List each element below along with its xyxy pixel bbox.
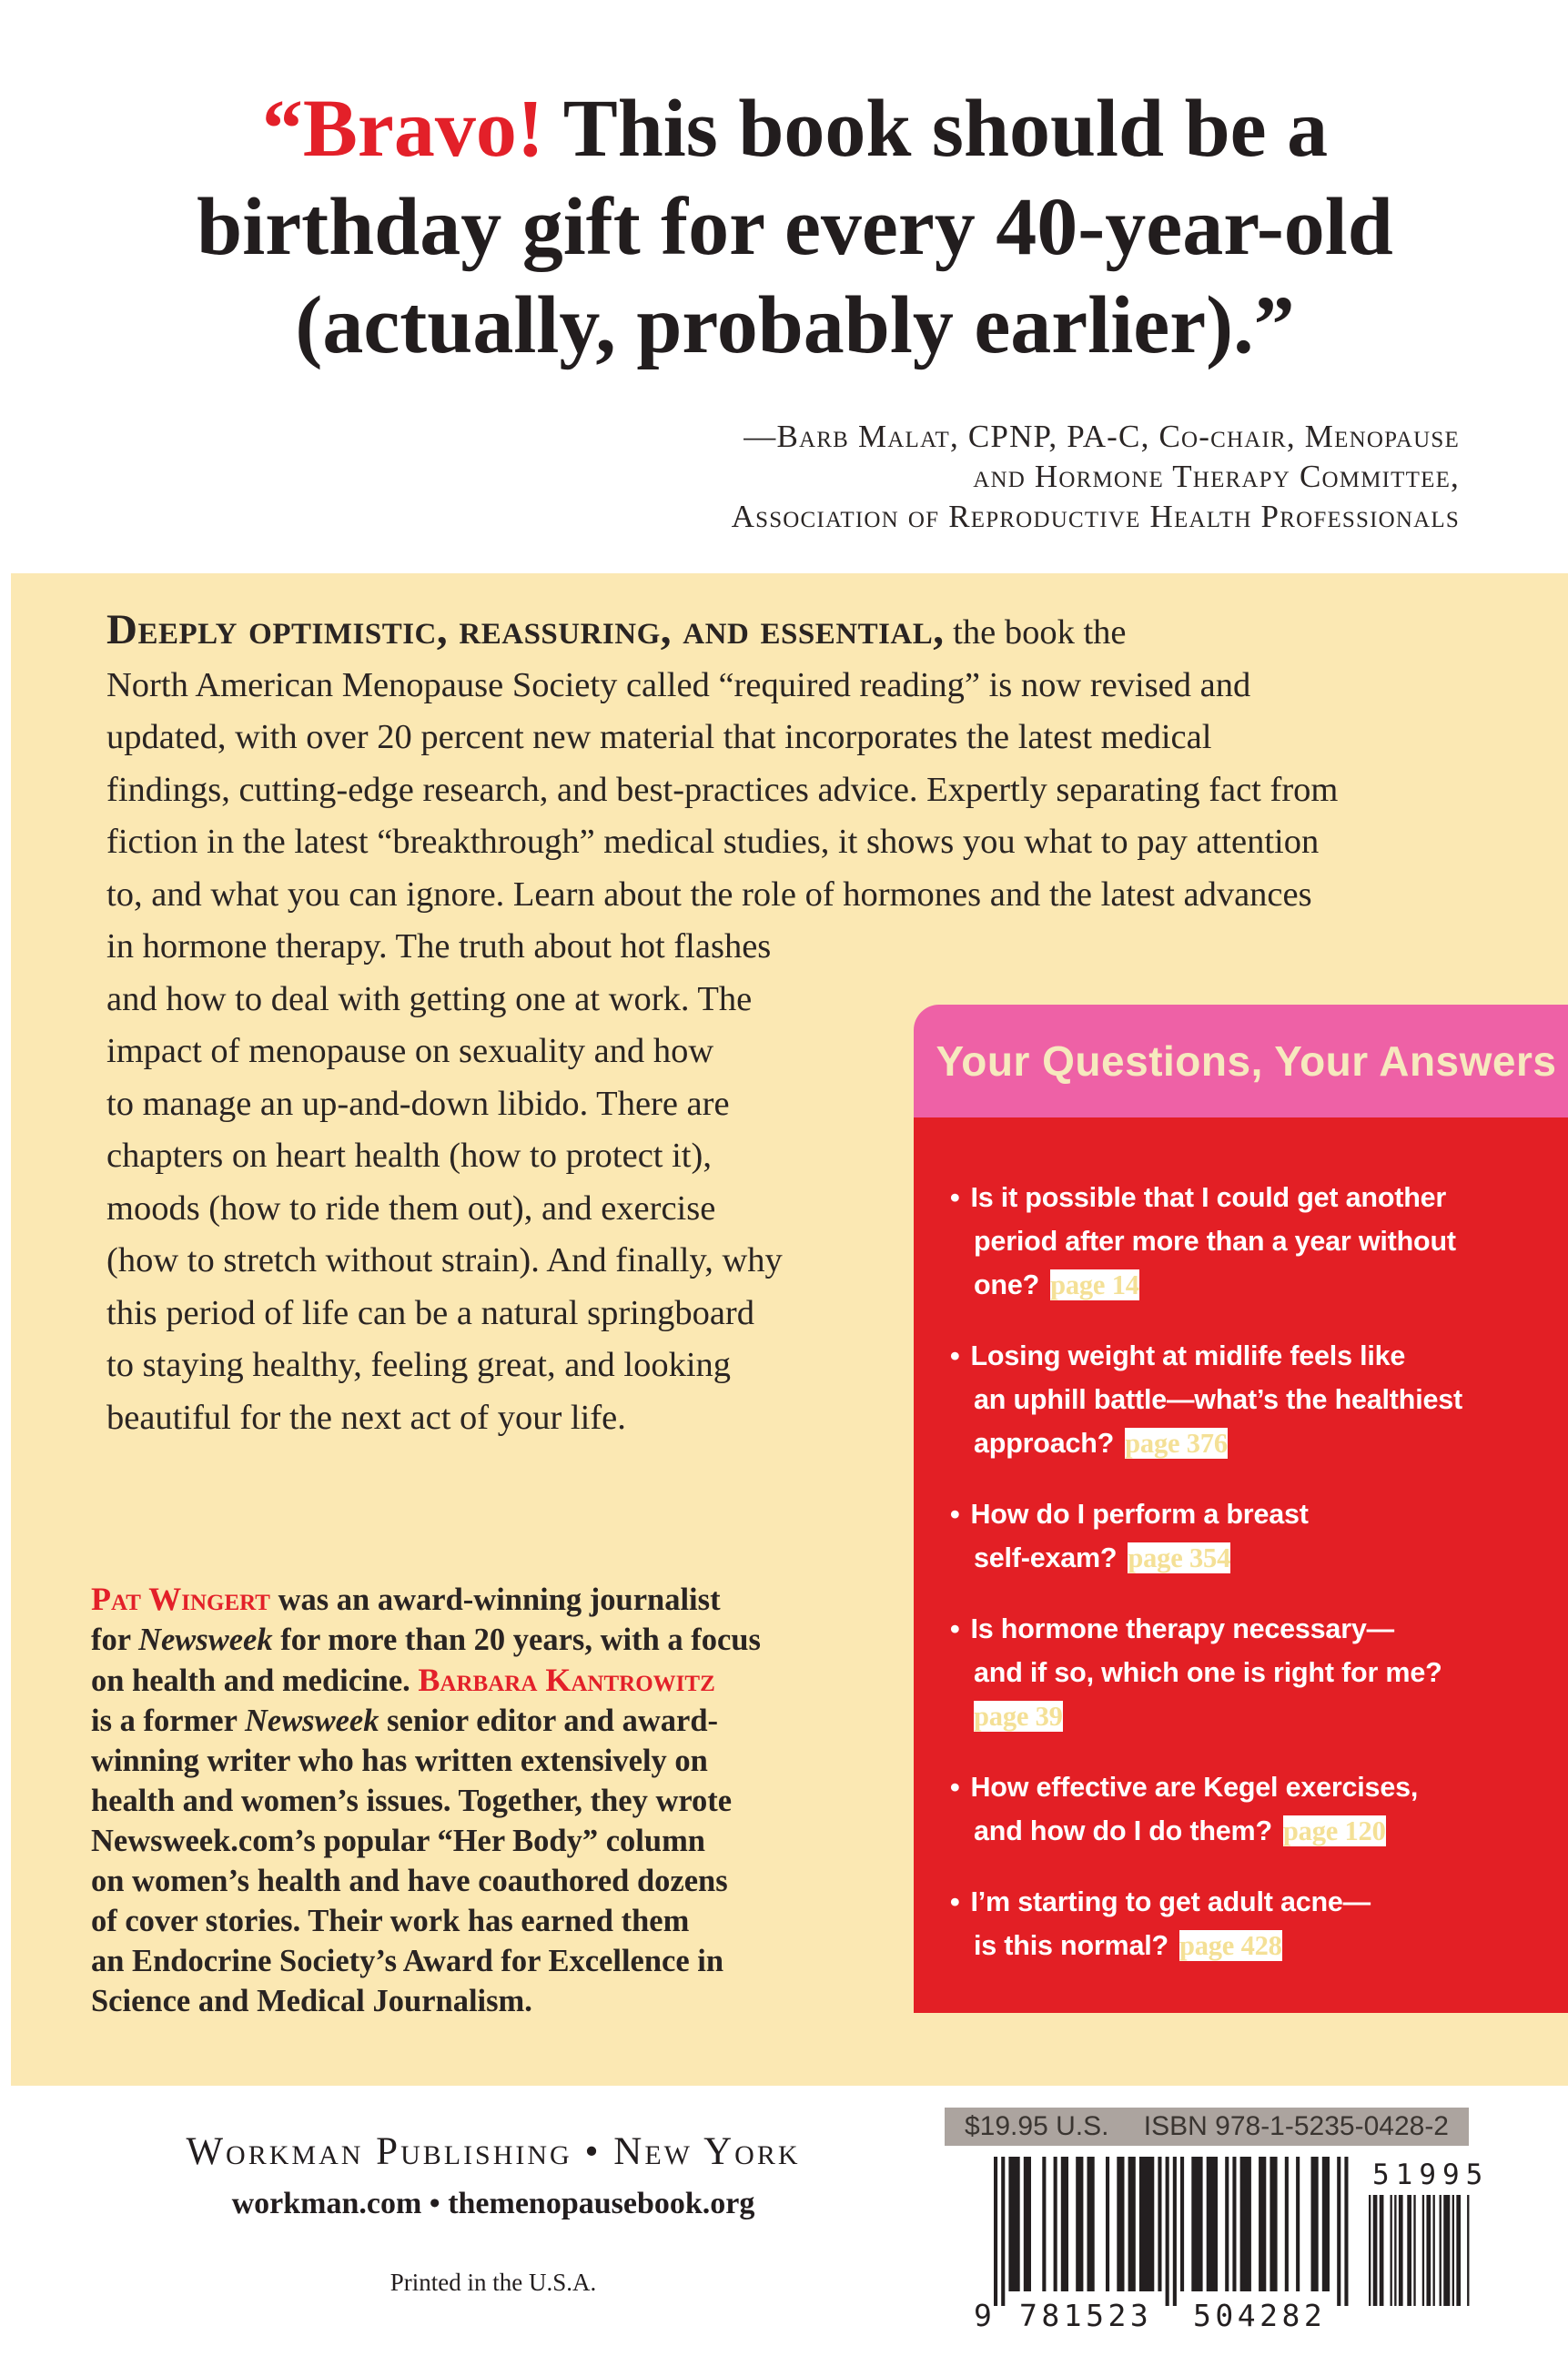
review-quote <box>84 80 1506 375</box>
qa-question-text: self-exam? <box>974 1542 1118 1573</box>
bullet-icon: • <box>950 1499 960 1530</box>
description-line: North American Menopause Society called “required reading” is now revised and <box>106 665 1251 704</box>
bio-line: on women’s health and have coauthored dozens <box>91 1864 728 1898</box>
bio-line: Newsweek.com’s popular “Her Body” column <box>91 1824 705 1858</box>
quote-text: This book should be a <box>543 84 1329 174</box>
bio-line: Science and Medical Journalism. <box>91 1984 532 2018</box>
author-name: Pat Wingert <box>91 1581 270 1617</box>
qa-question-line <box>974 1809 1544 1853</box>
description-lead-smallcaps: Deeply optimistic, reassuring, and essential, <box>106 606 945 653</box>
qa-question <box>950 1492 1544 1580</box>
author-name: Barbara Kantrowitz <box>418 1662 715 1698</box>
description-line: updated, with over 20 percent new material that incorporates the latest medical <box>106 718 1212 756</box>
qa-question-text: one? <box>974 1269 1040 1300</box>
printed-line: Printed in the U.S.A. <box>389 2269 597 2296</box>
description-lead-line <box>106 604 1526 660</box>
qa-question-line <box>950 1176 1544 1219</box>
price: $19.95 U.S. <box>965 2111 1109 2141</box>
questions-panel <box>914 1005 1568 2013</box>
attribution-line: Association of Reproductive Health Professionals <box>731 499 1460 534</box>
qa-question-line <box>950 1765 1544 1809</box>
bio-line <box>91 1660 919 1701</box>
qa-question-line <box>974 1378 1544 1421</box>
description-line: and how to deal with getting one at work. The <box>106 979 753 1018</box>
price-isbn-bar <box>945 2108 1469 2146</box>
qa-question-text: I’m starting to get adult acne— <box>970 1886 1371 1917</box>
description-line: chapters on heart health (how to protect it), <box>106 1137 712 1175</box>
qa-question-line <box>950 1492 1544 1536</box>
bio-text: is a former <box>91 1704 245 1738</box>
bio-text: senior editor and award- <box>379 1704 718 1738</box>
qa-question-text: How do I perform a breast <box>970 1499 1309 1530</box>
qa-question-text: is this normal? <box>974 1930 1168 1961</box>
qa-question-line <box>974 1263 1544 1307</box>
bio-line: an Endocrine Society’s Award for Excellence in <box>91 1944 724 1978</box>
page-ref: page 354 <box>1128 1542 1231 1573</box>
qa-question-text: How effective are Kegel exercises, <box>970 1772 1419 1803</box>
author-bio <box>91 1579 919 2021</box>
websites-line: workman.com • themenopausebook.org <box>231 2187 755 2220</box>
barcode-image <box>972 2153 1491 2335</box>
bio-line: winning writer who has written extensively on <box>91 1744 708 1778</box>
page-ref: page 39 <box>974 1701 1063 1732</box>
qa-question-text: Is hormone therapy necessary— <box>970 1613 1394 1644</box>
bullet-icon: • <box>950 1886 960 1917</box>
bio-text: on health and medicine. <box>91 1663 419 1698</box>
page-ref: page 14 <box>1050 1269 1139 1300</box>
qa-question <box>950 1607 1544 1738</box>
description-line: moods (how to ride them out), and exercise <box>106 1188 716 1228</box>
description-line: this period of life can be a natural springboard <box>106 1293 755 1332</box>
quote-line: birthday gift for every 40-year-old <box>197 182 1393 272</box>
description-line: impact of menopause on sexuality and how <box>106 1032 714 1070</box>
qa-question-line <box>950 1880 1544 1924</box>
bio-line <box>91 1620 919 1660</box>
book-back-cover <box>11 0 1568 2366</box>
questions-panel-title: Your Questions, Your Answers <box>936 1037 1557 1085</box>
bio-line: of cover stories. Their work has earned them <box>91 1904 690 1938</box>
quote-line <box>84 80 1506 178</box>
description-line: beautiful for the next act of your life. <box>106 1398 626 1437</box>
questions-panel-body <box>914 1117 1568 2013</box>
bullet-icon: • <box>950 1613 960 1644</box>
qa-question-text: approach? <box>974 1428 1115 1459</box>
qa-question-text: Losing weight at midlife feels like <box>970 1340 1406 1371</box>
description-line: findings, cutting-edge research, and best-practices advice. Expertly separating fact from <box>106 770 1339 809</box>
description-line: to manage an up-and-down libido. There are <box>106 1084 730 1123</box>
qa-question-line <box>974 1924 1544 1967</box>
qa-question-text: Is it possible that I could get another <box>970 1182 1447 1213</box>
qa-question-line <box>974 1421 1544 1465</box>
description-line: fiction in the latest “breakthrough” medical studies, it shows you what to pay attention <box>106 823 1320 861</box>
qa-question-line <box>950 1607 1544 1651</box>
barcode-digits-right-group: 504282 <box>1193 2298 1327 2333</box>
description-line: to, and what you can ignore. Learn about the role of hormones and the latest advances <box>106 875 1312 914</box>
bio-text: was an award-winning journalist <box>269 1582 721 1617</box>
qa-question-line <box>974 1219 1544 1263</box>
questions-panel-header <box>914 1005 1568 1117</box>
bio-line <box>91 1701 919 1741</box>
quote-line: (actually, probably earlier).” <box>295 280 1295 370</box>
page-ref: page 120 <box>1282 1815 1386 1846</box>
bio-text: for more than 20 years, with a focus <box>272 1623 761 1657</box>
page-ref: page 376 <box>1125 1428 1228 1459</box>
bio-line: health and women’s issues. Together, they wrote <box>91 1784 733 1818</box>
isbn-label: ISBN 978-1-5235-0428-2 <box>1143 2111 1449 2141</box>
publication-name: Newsweek <box>138 1623 273 1657</box>
publisher-line: Workman Publishing • New York <box>186 2130 801 2173</box>
qa-question-text: period after more than a year without <box>974 1226 1456 1257</box>
description-line: (how to stretch without strain). And finally, why <box>106 1241 783 1279</box>
publication-name: Newsweek <box>244 1704 379 1738</box>
barcode <box>972 2153 1491 2335</box>
qa-question-line <box>974 1536 1544 1580</box>
qa-question-line <box>974 1651 1544 1694</box>
page-ref: page 428 <box>1179 1930 1282 1961</box>
qa-question-line <box>950 1334 1544 1378</box>
bio-line <box>91 1579 919 1620</box>
description-line: to staying healthy, feeling great, and looking <box>106 1346 732 1384</box>
quote-attribution <box>84 417 1460 537</box>
qa-question <box>950 1880 1544 1967</box>
barcode-digit-first: 9 <box>974 2298 992 2333</box>
barcode-supplement-digits: 51995 <box>1372 2159 1490 2191</box>
bio-text: for <box>91 1623 139 1657</box>
qa-question-text: and if so, which one is right for me? <box>974 1657 1442 1688</box>
qa-question-text: an uphill battle—what’s the healthiest <box>974 1384 1462 1415</box>
bullet-icon: • <box>950 1772 960 1803</box>
barcode-digits-left-group: 781523 <box>1019 2298 1153 2333</box>
bullet-icon: • <box>950 1182 960 1213</box>
publisher-block <box>88 2129 898 2297</box>
qa-question-line <box>974 1694 1544 1738</box>
description-line: in hormone therapy. The truth about hot flashes <box>106 927 772 966</box>
bullet-icon: • <box>950 1340 960 1371</box>
quote-accent-text: “Bravo! <box>261 84 544 174</box>
attribution-line: —Barb Malat, CPNP, PA-C, Co-chair, Menopause <box>744 419 1460 454</box>
attribution-line: and Hormone Therapy Committee, <box>973 459 1460 494</box>
description-lead-rest: the book the <box>944 613 1127 652</box>
qa-question <box>950 1176 1544 1307</box>
qa-question-text: and how do I do them? <box>974 1815 1272 1846</box>
qa-question <box>950 1334 1544 1465</box>
qa-question <box>950 1765 1544 1853</box>
